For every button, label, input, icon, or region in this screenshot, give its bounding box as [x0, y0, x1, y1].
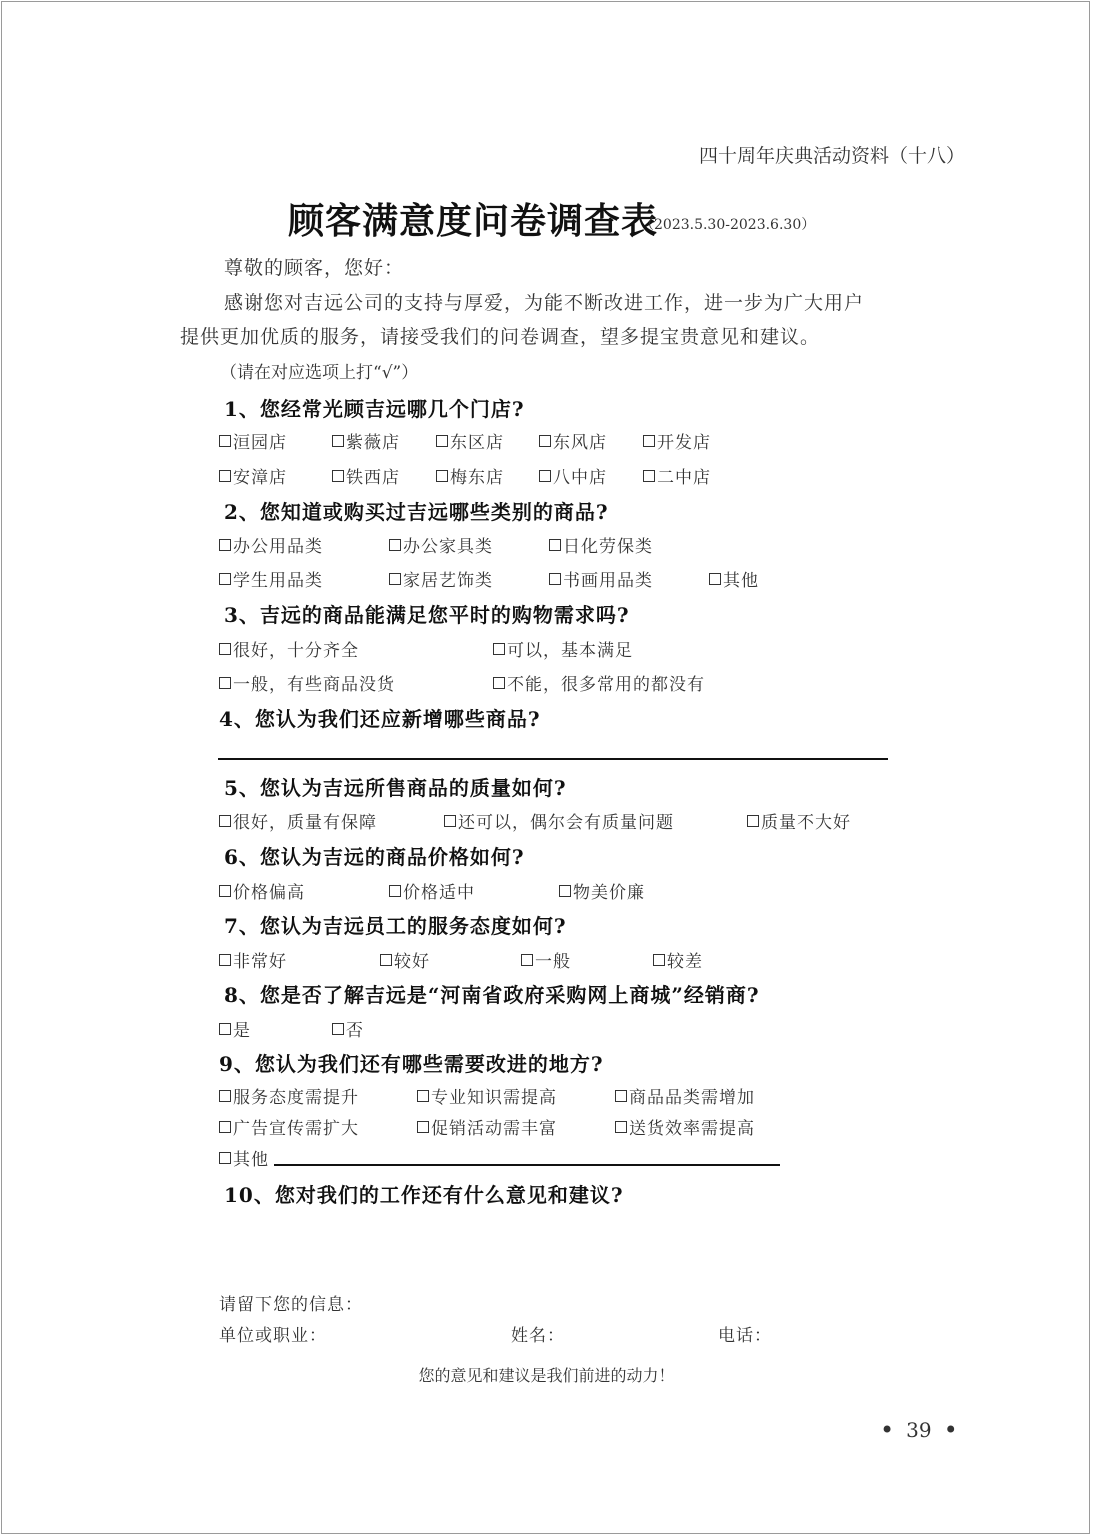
option-label: 家居艺饰类 [403, 571, 493, 591]
intro-line-2: 提供更加优质的服务，请接受我们的问卷调查，望多提宝贵意见和建议。 [180, 326, 821, 348]
answer-line-q4[interactable] [218, 758, 888, 760]
option-label: 安漳店 [233, 468, 287, 488]
checkbox-icon [615, 1090, 627, 1102]
option-checkbox[interactable] [709, 566, 759, 591]
unit-label: 单位或职业： [219, 1326, 327, 1346]
option-checkbox[interactable] [436, 463, 504, 488]
checkbox-icon [389, 885, 401, 897]
checkbox-icon [493, 643, 505, 655]
checkbox-icon [219, 573, 231, 585]
checkbox-icon [521, 954, 533, 966]
checkbox-icon [332, 435, 344, 447]
question-1: 1、您经常光顾吉远哪几个门店? [224, 397, 525, 421]
checkbox-icon [219, 1023, 231, 1035]
option-label: 办公家具类 [403, 537, 493, 557]
contact-prompt: 请留下您的信息： [219, 1295, 363, 1315]
checkbox-icon [219, 539, 231, 551]
slogan: 您的意见和建议是我们前进的动力！ [418, 1366, 675, 1385]
option-checkbox[interactable] [521, 947, 571, 972]
option-checkbox[interactable] [332, 1016, 364, 1041]
option-label: 较好 [394, 952, 430, 972]
option-label: 紫薇店 [346, 433, 400, 453]
option-checkbox[interactable] [219, 1114, 359, 1139]
suggestion-answer-area[interactable] [218, 1212, 888, 1282]
option-label: 洹园店 [233, 433, 287, 453]
instruction: （请在对应选项上打“√”） [220, 363, 419, 383]
checkbox-icon [380, 954, 392, 966]
option-label: 东风店 [553, 433, 607, 453]
option-checkbox[interactable] [219, 1145, 269, 1170]
option-label: 书画用品类 [563, 571, 653, 591]
intro-line-1: 感谢您对吉远公司的支持与厚爱，为能不断改进工作，进一步为广大用户 [224, 292, 865, 314]
question-9: 9、您认为我们还有哪些需要改进的地方? [219, 1052, 604, 1076]
option-checkbox[interactable] [219, 566, 323, 591]
option-checkbox[interactable] [444, 808, 674, 833]
option-checkbox[interactable] [643, 463, 711, 488]
checkbox-icon [444, 815, 456, 827]
option-label: 其他 [723, 571, 759, 591]
option-label: 梅东店 [450, 468, 504, 488]
option-label: 价格适中 [403, 883, 475, 903]
page-number [868, 1416, 970, 1444]
option-label: 一般 [535, 952, 571, 972]
checkbox-icon [643, 470, 655, 482]
option-checkbox[interactable] [332, 428, 400, 453]
option-label: 铁西店 [346, 468, 400, 488]
option-label: 东区店 [450, 433, 504, 453]
option-checkbox[interactable] [219, 808, 377, 833]
option-label: 促销活动需丰富 [431, 1119, 557, 1139]
option-checkbox[interactable] [493, 670, 705, 695]
series-header: 四十周年庆典活动资料（十八） [698, 145, 965, 167]
checkbox-icon [219, 885, 231, 897]
checkbox-icon [219, 954, 231, 966]
option-checkbox[interactable] [219, 878, 305, 903]
option-checkbox[interactable] [643, 428, 711, 453]
phone-label: 电话： [718, 1326, 772, 1346]
question-6: 6、您认为吉远的商品价格如何? [224, 845, 525, 869]
option-checkbox[interactable] [219, 428, 287, 453]
option-label: 广告宣传需扩大 [233, 1119, 359, 1139]
option-checkbox[interactable] [219, 636, 359, 661]
option-checkbox[interactable] [549, 532, 653, 557]
option-checkbox[interactable] [417, 1114, 557, 1139]
checkbox-icon [332, 1023, 344, 1035]
question-8: 8、您是否了解吉远是“河南省政府采购网上商城”经销商? [224, 983, 760, 1007]
option-label: 价格偏高 [233, 883, 305, 903]
option-checkbox[interactable] [653, 947, 703, 972]
page-number-value: 39 [906, 1418, 932, 1442]
checkbox-icon [219, 643, 231, 655]
checkbox-icon [417, 1121, 429, 1133]
option-label: 专业知识需提高 [431, 1088, 557, 1108]
option-label: 还可以，偶尔会有质量问题 [458, 813, 674, 833]
checkbox-icon [436, 470, 448, 482]
option-label: 不能，很多常用的都没有 [507, 675, 705, 695]
option-label: 服务态度需提升 [233, 1088, 359, 1108]
option-label: 质量不大好 [761, 813, 851, 833]
page-title: 顾客满意度问卷调查表 [288, 200, 659, 242]
name-label: 姓名： [511, 1326, 565, 1346]
option-checkbox[interactable] [219, 670, 395, 695]
option-label: 较差 [667, 952, 703, 972]
checkbox-icon [539, 435, 551, 447]
question-3: 3、吉远的商品能满足您平时的购物需求吗? [224, 603, 630, 627]
option-checkbox[interactable] [389, 566, 493, 591]
option-checkbox[interactable] [559, 878, 645, 903]
checkbox-icon [219, 1090, 231, 1102]
bullet-icon: • [943, 1416, 958, 1444]
option-checkbox[interactable] [389, 532, 493, 557]
option-label: 很好，十分齐全 [233, 641, 359, 661]
question-10: 10、您对我们的工作还有什么意见和建议? [224, 1183, 624, 1207]
option-checkbox[interactable] [219, 1016, 251, 1041]
checkbox-icon [747, 815, 759, 827]
checkbox-icon [559, 885, 571, 897]
checkbox-icon [539, 470, 551, 482]
option-label: 可以，基本满足 [507, 641, 633, 661]
checkbox-icon [549, 573, 561, 585]
option-label: 非常好 [233, 952, 287, 972]
checkbox-icon [389, 573, 401, 585]
option-checkbox[interactable] [436, 428, 504, 453]
checkbox-icon [493, 677, 505, 689]
option-label: 很好，质量有保障 [233, 813, 377, 833]
checkbox-icon [549, 539, 561, 551]
checkbox-icon [709, 573, 721, 585]
option-label: 商品品类需增加 [629, 1088, 755, 1108]
option-label: 学生用品类 [233, 571, 323, 591]
checkbox-icon [219, 815, 231, 827]
option-checkbox[interactable] [332, 463, 400, 488]
option-label: 八中店 [553, 468, 607, 488]
option-checkbox[interactable] [380, 947, 430, 972]
other-answer-line[interactable] [274, 1164, 780, 1166]
option-label: 否 [346, 1021, 364, 1041]
option-checkbox[interactable] [219, 532, 323, 557]
question-7: 7、您认为吉远员工的服务态度如何? [224, 914, 567, 938]
option-label: 其他 [233, 1150, 269, 1170]
checkbox-icon [615, 1121, 627, 1133]
checkbox-icon [219, 435, 231, 447]
option-label: 开发店 [657, 433, 711, 453]
option-checkbox[interactable] [539, 428, 607, 453]
option-label: 日化劳保类 [563, 537, 653, 557]
checkbox-icon [219, 1152, 231, 1164]
option-label: 办公用品类 [233, 537, 323, 557]
option-label: 是 [233, 1021, 251, 1041]
option-checkbox[interactable] [219, 1083, 359, 1108]
checkbox-icon [219, 677, 231, 689]
checkbox-icon [219, 470, 231, 482]
option-label: 送货效率需提高 [629, 1119, 755, 1139]
option-label: 物美价廉 [573, 883, 645, 903]
question-4: 4、您认为我们还应新增哪些商品? [219, 707, 541, 731]
option-checkbox[interactable] [615, 1083, 755, 1108]
option-label: 一般，有些商品没货 [233, 675, 395, 695]
greeting: 尊敬的顾客，您好： [224, 257, 405, 279]
date-range: （2023.5.30-2023.6.30） [640, 217, 816, 233]
checkbox-icon [643, 435, 655, 447]
checkbox-icon [653, 954, 665, 966]
option-label: 二中店 [657, 468, 711, 488]
checkbox-icon [219, 1121, 231, 1133]
option-checkbox[interactable] [417, 1083, 557, 1108]
option-checkbox[interactable] [389, 878, 475, 903]
checkbox-icon [417, 1090, 429, 1102]
option-checkbox[interactable] [747, 808, 851, 833]
checkbox-icon [332, 470, 344, 482]
question-2: 2、您知道或购买过吉远哪些类别的商品? [224, 500, 609, 524]
bullet-icon: • [880, 1416, 895, 1444]
option-checkbox[interactable] [219, 463, 287, 488]
option-checkbox[interactable] [539, 463, 607, 488]
option-checkbox[interactable] [219, 947, 287, 972]
question-5: 5、您认为吉远所售商品的质量如何? [224, 776, 567, 800]
checkbox-icon [436, 435, 448, 447]
checkbox-icon [389, 539, 401, 551]
option-checkbox[interactable] [615, 1114, 755, 1139]
option-checkbox[interactable] [493, 636, 633, 661]
option-checkbox[interactable] [549, 566, 653, 591]
